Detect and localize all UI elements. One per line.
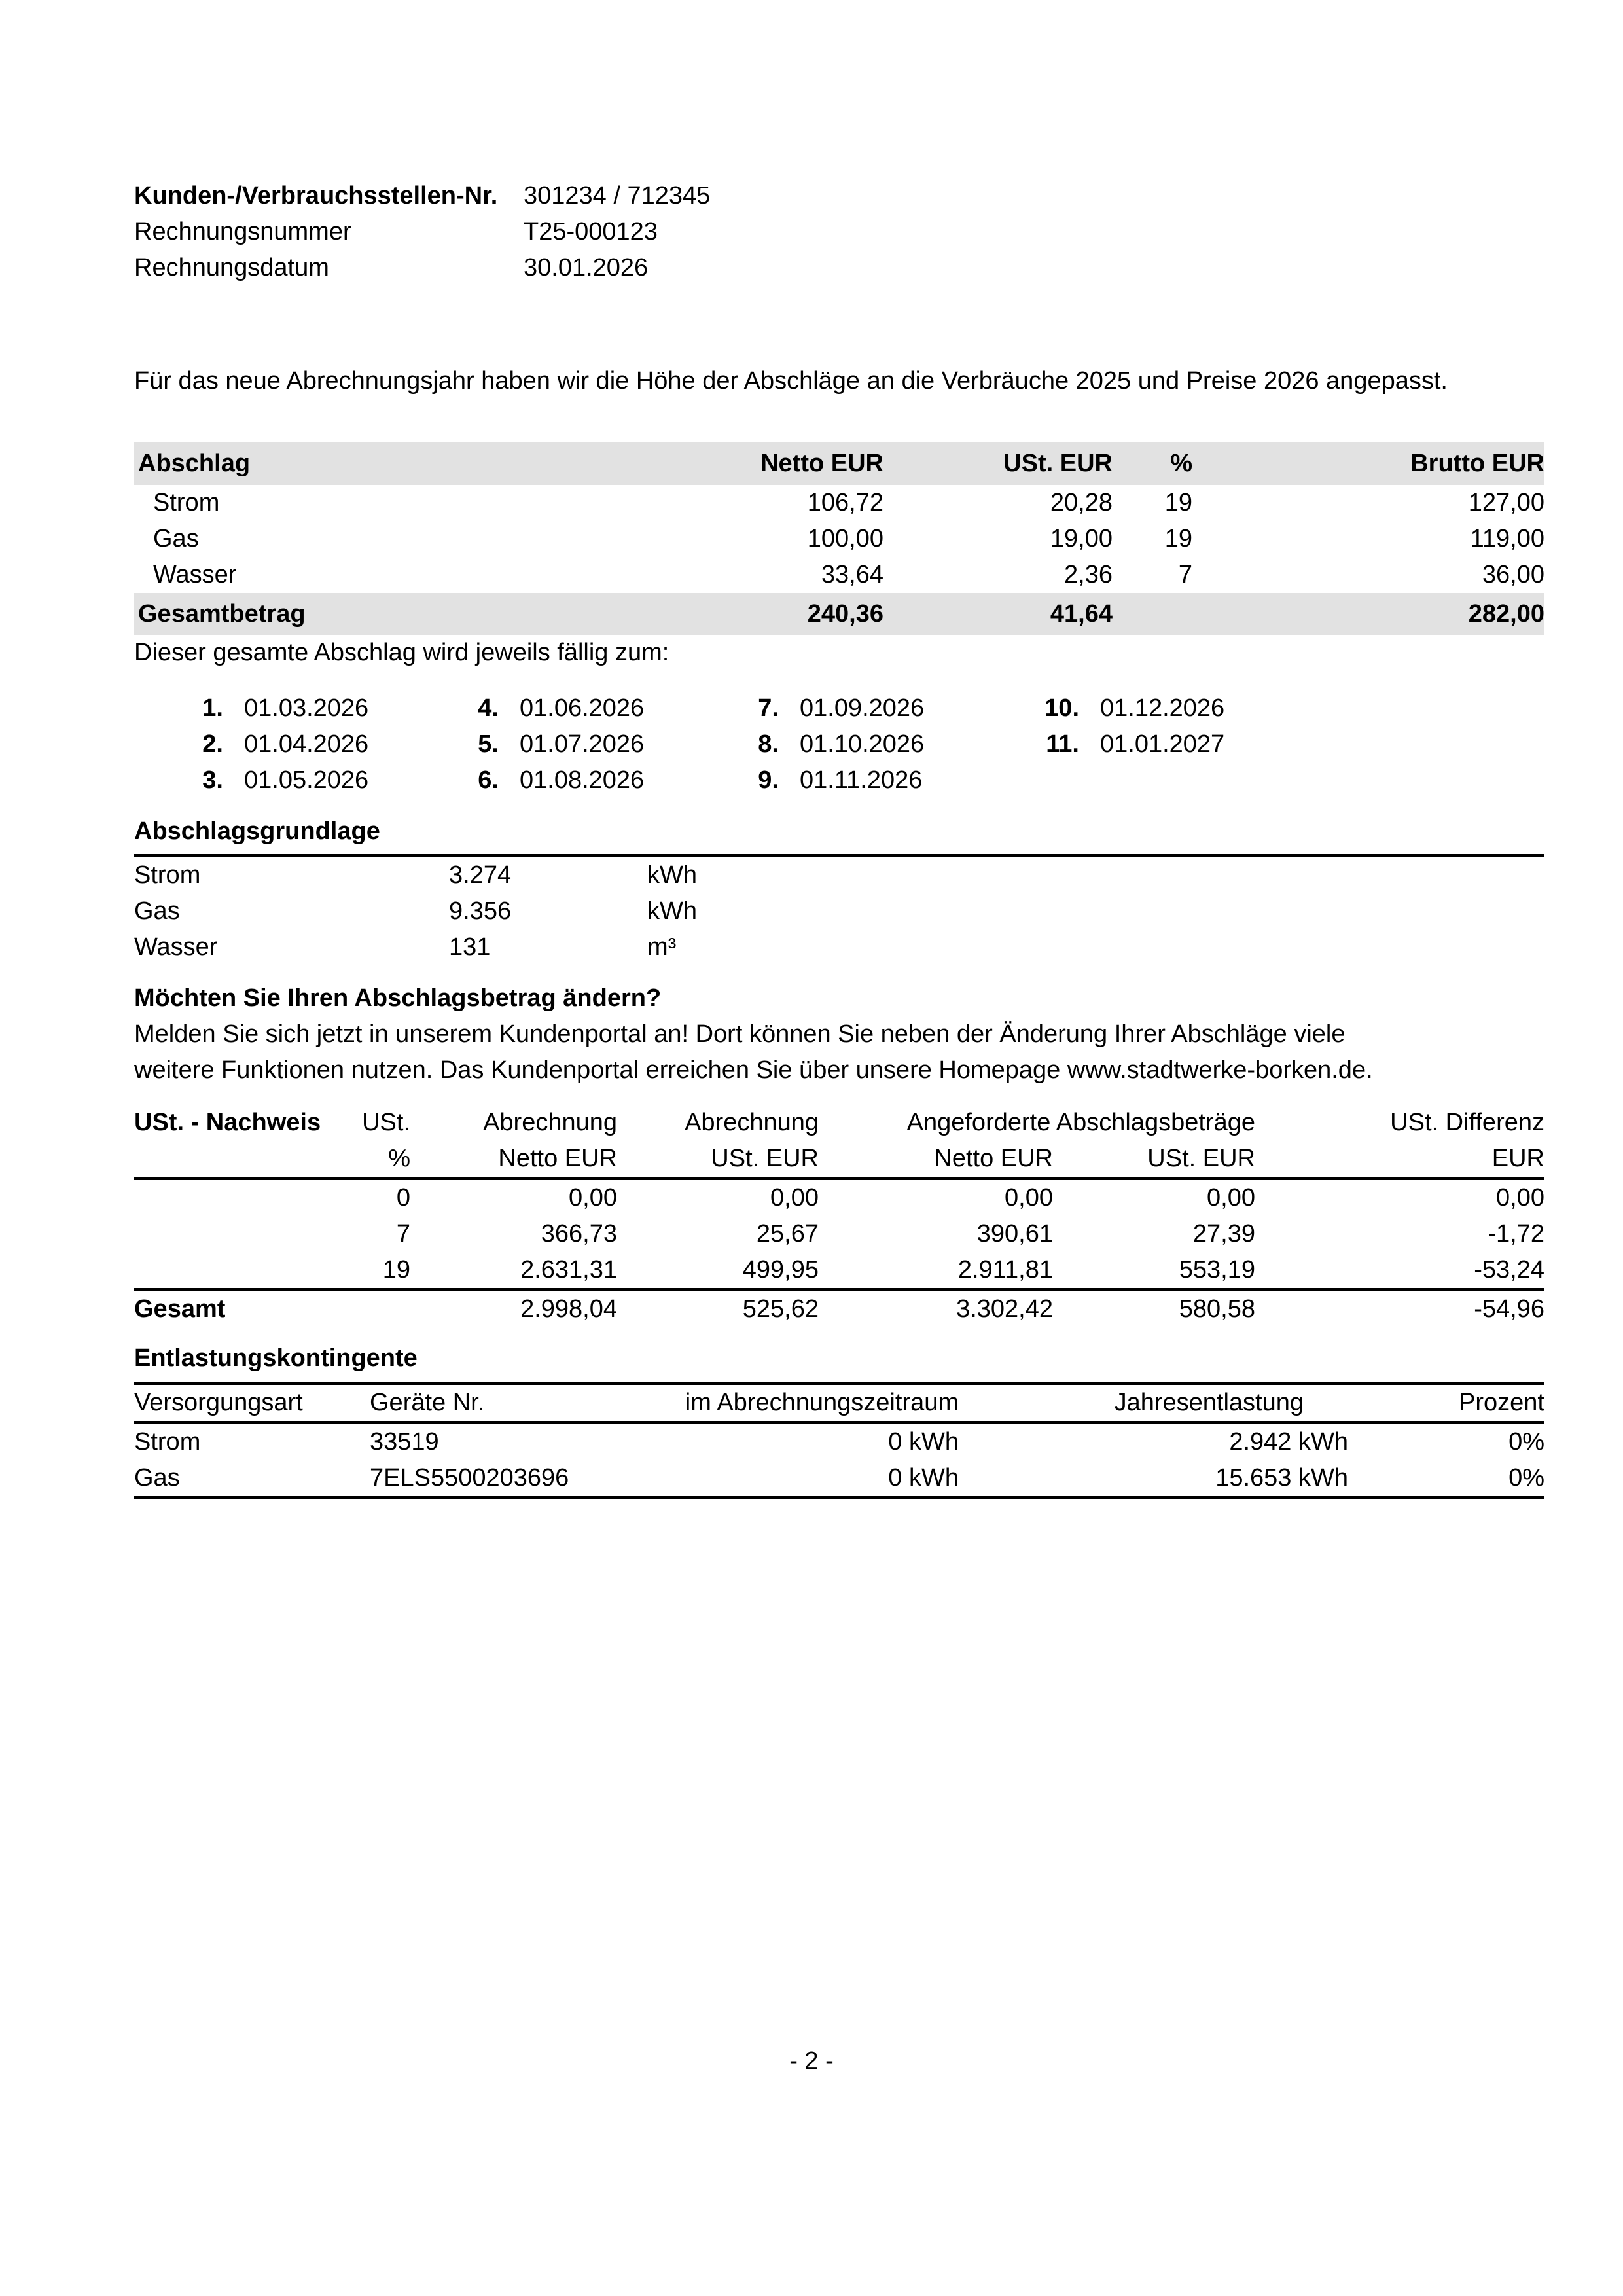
ust-header-abrechnung1: Abrechnung (483, 1109, 617, 1136)
divider-rule (134, 1496, 1544, 1499)
due-num: 3. (202, 766, 223, 794)
due-num: 10. (1044, 694, 1079, 722)
invoice-number-value: T25-000123 (524, 218, 658, 245)
invoice-number-label: Rechnungsnummer (134, 218, 351, 245)
row-ust: 2,36 (1064, 561, 1113, 588)
row-label: Strom (153, 489, 220, 516)
due-num: 8. (758, 730, 779, 758)
row-netto: 33,64 (821, 561, 883, 588)
row-label: Wasser (134, 933, 218, 961)
total-label: Gesamt (134, 1295, 226, 1323)
abschlag-header-netto: Netto EUR (760, 449, 883, 477)
ent-header-versorgungsart: Versorgungsart (134, 1389, 303, 1416)
due-date: 01.09.2026 (800, 694, 925, 722)
due-date: 01.01.2027 (1100, 730, 1225, 758)
row-label: Strom (134, 861, 201, 889)
page-content (0, 178, 1623, 1499)
row-ust: 20,28 (1050, 489, 1113, 516)
page-number: - 2 - (789, 2047, 834, 2075)
row-unit: kWh (647, 861, 697, 889)
customer-number-row (134, 178, 1544, 214)
cell-ang-netto: 0,00 (1005, 1184, 1053, 1211)
total-ang-ust: 580,58 (1179, 1295, 1255, 1323)
row-label: Wasser (153, 561, 237, 588)
row-netto: 106,72 (807, 489, 883, 516)
cell-jahresentlastung: 15.653 kWh (1215, 1464, 1348, 1492)
ent-header-jahresentlastung: Jahresentlastung (1114, 1389, 1304, 1416)
due-date: 01.04.2026 (244, 730, 369, 758)
cell-ang-ust: 0,00 (1207, 1184, 1255, 1211)
ust-subheader-eur: EUR (1491, 1145, 1544, 1172)
invoice-number-row (134, 214, 1544, 250)
cell-prozent: 0% (1508, 1464, 1544, 1492)
abschlag-table (134, 442, 1544, 635)
row-pct: 19 (1164, 525, 1192, 552)
cell-abr-ust: 0,00 (770, 1184, 819, 1211)
cell-prozent: 0% (1508, 1428, 1544, 1456)
due-date: 01.10.2026 (800, 730, 925, 758)
cell-zeitraum: 0 kWh (888, 1464, 959, 1492)
cell-ang-ust: 27,39 (1192, 1220, 1255, 1247)
adjustment-intro-text: Für das neue Abrechnungsjahr haben wir die Höhe der Abschläge an die Verbräuche 2025 und Preise 2026 angepasst. (134, 367, 1448, 395)
ust-header-angefordert: Angeforderte Abschlagsbeträge (906, 1109, 1255, 1136)
due-date: 01.12.2026 (1100, 694, 1225, 722)
table-row-gas (134, 893, 1544, 929)
ust-header-ust: USt. (362, 1109, 410, 1136)
cell-diff: 0,00 (1496, 1184, 1544, 1211)
cell-pct: 7 (396, 1220, 410, 1247)
table-row-gas (134, 521, 1544, 557)
due-num: 9. (758, 766, 779, 794)
row-brutto: 119,00 (1470, 525, 1544, 552)
cell-diff: -1,72 (1488, 1220, 1544, 1247)
abschlag-header-pct: % (1170, 449, 1192, 477)
ust-subheader-netto1: Netto EUR (498, 1145, 617, 1172)
row-value: 9.356 (449, 897, 512, 925)
cell-abr-ust: 499,95 (742, 1256, 819, 1283)
table-row-wasser (134, 929, 1544, 965)
ust-subheader-ust2: USt. EUR (1147, 1145, 1255, 1172)
row-pct: 19 (1164, 489, 1192, 516)
table-row-strom (134, 485, 1544, 521)
cell-abr-netto: 366,73 (541, 1220, 617, 1247)
row-unit: kWh (647, 897, 697, 925)
ent-header-zeitraum: im Abrechnungszeitraum (685, 1389, 959, 1416)
entlastung-title: Entlastungskontingente (134, 1344, 418, 1372)
row-label: Gas (134, 897, 180, 925)
row-brutto: 127,00 (1468, 489, 1544, 516)
entlastung-header-row (134, 1385, 1544, 1421)
ent-header-geraete-nr: Geräte Nr. (370, 1389, 485, 1416)
ent-header-prozent: Prozent (1459, 1389, 1544, 1416)
due-num: 11. (1046, 730, 1079, 758)
cell-diff: -53,24 (1474, 1256, 1544, 1283)
abschlagsgrundlage-title: Abschlagsgrundlage (134, 817, 380, 845)
cell-art: Strom (134, 1428, 201, 1456)
row-label: Gas (153, 525, 199, 552)
ust-row-7pct (134, 1216, 1544, 1252)
cell-ang-netto: 390,61 (976, 1220, 1053, 1247)
row-value: 3.274 (449, 861, 512, 889)
cell-geraet: 7ELS5500203696 (370, 1464, 569, 1492)
due-date: 01.03.2026 (244, 694, 369, 722)
ust-row-19pct (134, 1252, 1544, 1288)
ust-subheader-pct: % (388, 1145, 410, 1172)
due-date: 01.06.2026 (520, 694, 645, 722)
portal-question-title: Möchten Sie Ihren Abschlagsbetrag ändern? (134, 984, 662, 1012)
portal-text-line2: weitere Funktionen nutzen. Das Kundenportal erreichen Sie über unsere Homepage www.stadtwerke-borken.de. (134, 1056, 1373, 1084)
cell-geraet: 33519 (370, 1428, 439, 1456)
row-brutto: 36,00 (1482, 561, 1544, 588)
due-num: 5. (478, 730, 499, 758)
row-ust: 19,00 (1050, 525, 1113, 552)
due-date: 01.11.2026 (800, 766, 923, 794)
cell-abr-ust: 25,67 (756, 1220, 819, 1247)
due-date: 01.07.2026 (520, 730, 645, 758)
total-abr-ust: 525,62 (742, 1295, 819, 1323)
row-pct: 7 (1178, 561, 1192, 588)
invoice-date-row (134, 250, 1544, 286)
ust-header-row1 (134, 1105, 1544, 1141)
cell-jahresentlastung: 2.942 kWh (1229, 1428, 1348, 1456)
total-ust: 41,64 (1050, 600, 1113, 628)
table-row-wasser (134, 557, 1544, 593)
due-num: 2. (202, 730, 223, 758)
invoice-date-value: 30.01.2026 (524, 254, 649, 281)
table-row-strom (134, 1424, 1544, 1460)
due-num: 6. (478, 766, 499, 794)
ust-header-abrechnung2: Abrechnung (685, 1109, 819, 1136)
table-row-gas (134, 1460, 1544, 1496)
cell-abr-netto: 2.631,31 (520, 1256, 617, 1283)
invoice-date-label: Rechnungsdatum (134, 254, 329, 281)
ust-total-row (134, 1291, 1544, 1327)
total-label: Gesamtbetrag (138, 600, 306, 628)
entlastung-table (134, 1385, 1544, 1499)
row-netto: 100,00 (807, 525, 883, 552)
ust-nachweis-title: USt. - Nachweis (134, 1109, 321, 1136)
total-brutto: 282,00 (1468, 600, 1544, 628)
ust-row-0pct (134, 1180, 1544, 1216)
total-netto: 240,36 (807, 600, 883, 628)
cell-pct: 0 (396, 1184, 410, 1211)
cell-ang-ust: 553,19 (1179, 1256, 1255, 1283)
cell-ang-netto: 2.911,81 (957, 1256, 1053, 1283)
row-unit: m³ (647, 933, 677, 961)
due-dates-grid (166, 691, 1544, 798)
abschlag-header-brutto: Brutto EUR (1410, 449, 1544, 477)
portal-text-line1: Melden Sie sich jetzt in unserem Kundenportal an! Dort können Sie neben der Änderung Ihrer Abschläge viele (134, 1020, 1346, 1048)
due-date: 01.08.2026 (520, 766, 645, 794)
abschlag-header-row (134, 442, 1544, 485)
abschlagsgrundlage-table (134, 857, 1544, 965)
abschlag-header-label: Abschlag (138, 449, 251, 477)
cell-zeitraum: 0 kWh (888, 1428, 959, 1456)
cell-abr-netto: 0,00 (569, 1184, 617, 1211)
ust-nachweis-table (134, 1105, 1544, 1327)
row-value: 131 (449, 933, 491, 961)
customer-number-value: 301234 / 712345 (524, 182, 711, 209)
abschlag-total-row (134, 593, 1544, 635)
due-dates-intro: Dieser gesamte Abschlag wird jeweils fällig zum: (134, 639, 669, 666)
cell-pct: 19 (382, 1256, 410, 1283)
due-date: 01.05.2026 (244, 766, 369, 794)
total-ang-netto: 3.302,42 (956, 1295, 1053, 1323)
total-diff: -54,96 (1474, 1295, 1544, 1323)
ust-header-row2 (134, 1141, 1544, 1177)
due-num: 4. (478, 694, 499, 722)
ust-header-differenz: USt. Differenz (1390, 1109, 1544, 1136)
ust-subheader-ust1: USt. EUR (711, 1145, 819, 1172)
invoice-meta-block (134, 178, 1544, 286)
total-abr-netto: 2.998,04 (520, 1295, 617, 1323)
customer-number-label: Kunden-/Verbrauchsstellen-Nr. (134, 182, 498, 209)
table-row-strom (134, 857, 1544, 893)
cell-art: Gas (134, 1464, 180, 1492)
ust-subheader-netto2: Netto EUR (934, 1145, 1053, 1172)
abschlag-header-ust: USt. EUR (1003, 449, 1113, 477)
due-num: 1. (202, 694, 223, 722)
due-num: 7. (758, 694, 779, 722)
